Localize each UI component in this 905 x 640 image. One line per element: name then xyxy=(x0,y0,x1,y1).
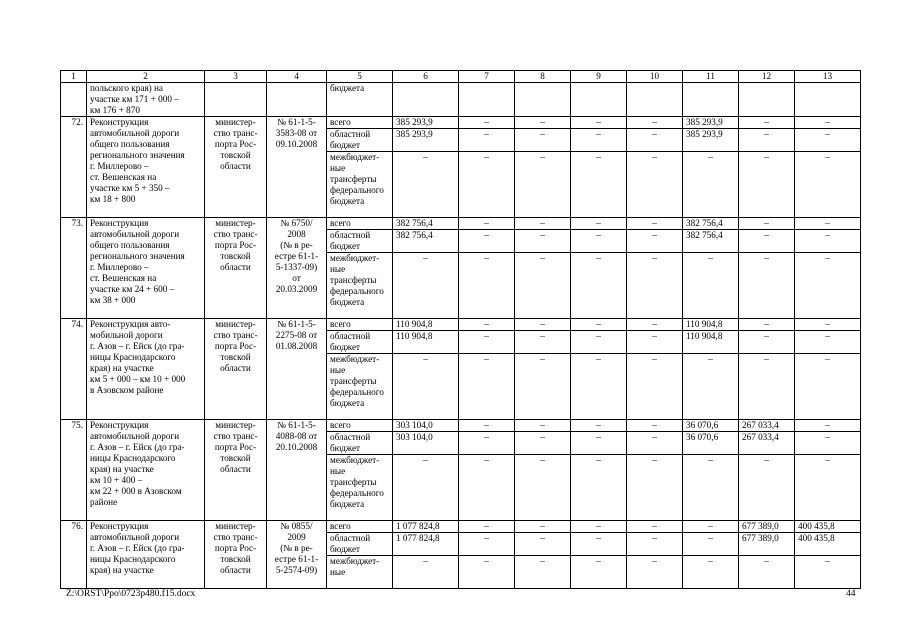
value-cell xyxy=(739,83,795,117)
value-cell: – xyxy=(571,218,627,230)
value-cell: – xyxy=(515,230,571,253)
ministry-cell: министер- ство транс- порта Рос- товской области xyxy=(205,218,267,319)
value-cell: – xyxy=(683,556,739,589)
value-cell: – xyxy=(795,117,861,129)
value-cell: 385 293,9 xyxy=(683,117,739,129)
value-cell: – xyxy=(627,455,683,521)
value-cell: – xyxy=(393,455,459,521)
value-cell: 400 435,8 xyxy=(795,521,861,533)
funding-source: межбюджет- ные трансферты федерального бюджета xyxy=(327,152,393,218)
object-name: Реконструкция автомобильной дороги г. Азов – г. Ейск (до гра- ницы Краснодарского края) на участке xyxy=(87,521,205,589)
value-cell: – xyxy=(393,556,459,589)
document-cell: № 6750/ 2008 (№ в ре- естре 61-1- 5-1337-09) от 20.03.2009 xyxy=(267,218,327,319)
value-cell: – xyxy=(571,521,627,533)
value-cell xyxy=(683,83,739,117)
value-cell: 677 389,0 xyxy=(739,521,795,533)
value-cell: – xyxy=(571,354,627,420)
value-cell: – xyxy=(515,253,571,319)
value-cell: 110 904,8 xyxy=(683,319,739,331)
table-row xyxy=(61,420,861,432)
value-cell: – xyxy=(571,556,627,589)
value-cell: – xyxy=(683,253,739,319)
value-cell: – xyxy=(627,420,683,432)
value-cell: – xyxy=(459,218,515,230)
funding-source: всего xyxy=(327,218,393,230)
value-cell: – xyxy=(795,230,861,253)
row-number: 75. xyxy=(61,420,87,521)
funding-source: всего xyxy=(327,420,393,432)
value-cell: 400 435,8 xyxy=(795,533,861,556)
table-row xyxy=(61,218,861,230)
value-cell: – xyxy=(515,117,571,129)
value-cell: – xyxy=(795,556,861,589)
value-cell: – xyxy=(627,533,683,556)
value-cell: – xyxy=(739,117,795,129)
value-cell: – xyxy=(627,331,683,354)
value-cell xyxy=(515,83,571,117)
ministry-cell: министер- ство транс- порта Рос- товской области xyxy=(205,521,267,589)
value-cell: – xyxy=(515,533,571,556)
value-cell: 303 104,0 xyxy=(393,432,459,455)
ministry-cell xyxy=(205,83,267,117)
value-cell: – xyxy=(795,218,861,230)
funding-source: областной бюджет xyxy=(327,331,393,354)
document-cell: № 61-1-5- 4088-08 от 20.10.2008 xyxy=(267,420,327,521)
value-cell: – xyxy=(571,230,627,253)
value-cell: – xyxy=(459,331,515,354)
value-cell xyxy=(627,83,683,117)
value-cell xyxy=(795,83,861,117)
value-cell: 1 077 824,8 xyxy=(393,521,459,533)
value-cell: – xyxy=(739,253,795,319)
value-cell: 303 104,0 xyxy=(393,420,459,432)
ministry-cell: министер- ство транс- порта Рос- товской области xyxy=(205,319,267,420)
funding-source: межбюджет- ные трансферты федерального бюджета xyxy=(327,354,393,420)
file-path-footer: Z:\ORST\Ppo\0723p480.f15.docx xyxy=(66,589,196,599)
value-cell xyxy=(459,83,515,117)
value-cell: – xyxy=(515,521,571,533)
value-cell: – xyxy=(739,455,795,521)
value-cell: – xyxy=(627,432,683,455)
column-number-row xyxy=(61,71,861,83)
value-cell: – xyxy=(683,354,739,420)
row-number: 72. xyxy=(61,117,87,218)
page-number: 44 xyxy=(846,589,856,599)
value-cell: – xyxy=(515,129,571,152)
value-cell: – xyxy=(627,230,683,253)
value-cell: – xyxy=(739,354,795,420)
value-cell: 382 756,4 xyxy=(393,230,459,253)
ministry-cell: министер- ство транс- порта Рос- товской области xyxy=(205,420,267,521)
value-cell: – xyxy=(459,319,515,331)
column-number: 2 xyxy=(87,71,205,83)
value-cell: 1 077 824,8 xyxy=(393,533,459,556)
document-cell: № 61-1-5- 2275-08 от 01.08.2008 xyxy=(267,319,327,420)
funding-source: всего xyxy=(327,117,393,129)
funding-source: межбюджет- ные трансферты федерального бюджета xyxy=(327,253,393,319)
value-cell: – xyxy=(459,152,515,218)
document-cell: № 0855/ 2009 (№ в ре- естре 61-1- 5-2574-09) xyxy=(267,521,327,589)
value-cell: – xyxy=(459,432,515,455)
column-number: 6 xyxy=(393,71,459,83)
value-cell: 382 756,4 xyxy=(393,218,459,230)
value-cell: – xyxy=(459,230,515,253)
value-cell: – xyxy=(627,117,683,129)
funding-source: областной бюджет xyxy=(327,533,393,556)
column-number: 9 xyxy=(571,71,627,83)
value-cell: – xyxy=(459,455,515,521)
value-cell: – xyxy=(515,420,571,432)
value-cell: – xyxy=(571,432,627,455)
value-cell: – xyxy=(393,354,459,420)
value-cell: 36 070,6 xyxy=(683,432,739,455)
value-cell: – xyxy=(627,253,683,319)
value-cell: – xyxy=(683,521,739,533)
object-name: Реконструкция автомобильной дороги общего пользования регионального значения г. Миллерово – ст. Вешенская на участке км 24 + 600 – км 38 + 000 xyxy=(87,218,205,319)
value-cell: – xyxy=(571,253,627,319)
object-name: Реконструкция авто- мобильной дороги г. Азов – г. Ейск (до гра- ницы Краснодарского края) на участке км 5 + 000 – км 10 + 000 в Азовском районе xyxy=(87,319,205,420)
value-cell: – xyxy=(795,354,861,420)
value-cell: 110 904,8 xyxy=(683,331,739,354)
value-cell: – xyxy=(627,354,683,420)
funding-source: областной бюджет xyxy=(327,432,393,455)
funding-source: областной бюджет xyxy=(327,230,393,253)
row-number xyxy=(61,83,87,117)
column-number: 8 xyxy=(515,71,571,83)
funding-source: бюджета xyxy=(327,83,393,117)
value-cell: – xyxy=(459,354,515,420)
value-cell: – xyxy=(515,218,571,230)
value-cell: – xyxy=(393,253,459,319)
value-cell: 677 389,0 xyxy=(739,533,795,556)
value-cell xyxy=(393,83,459,117)
value-cell: – xyxy=(515,319,571,331)
value-cell: – xyxy=(459,521,515,533)
continuation-row xyxy=(61,83,861,117)
value-cell: – xyxy=(571,117,627,129)
value-cell: – xyxy=(739,556,795,589)
value-cell: – xyxy=(515,331,571,354)
column-number: 3 xyxy=(205,71,267,83)
column-number: 11 xyxy=(683,71,739,83)
value-cell: – xyxy=(795,455,861,521)
row-number: 74. xyxy=(61,319,87,420)
value-cell: – xyxy=(683,152,739,218)
value-cell: – xyxy=(515,455,571,521)
value-cell: – xyxy=(571,533,627,556)
value-cell: – xyxy=(627,129,683,152)
value-cell: – xyxy=(571,455,627,521)
value-cell: – xyxy=(683,455,739,521)
table-row xyxy=(61,319,861,331)
value-cell: 385 293,9 xyxy=(393,117,459,129)
object-name: польского края) на участке км 171 + 000 – км 176 + 870 xyxy=(87,83,205,117)
value-cell: – xyxy=(627,319,683,331)
value-cell: 110 904,8 xyxy=(393,319,459,331)
value-cell: 385 293,9 xyxy=(683,129,739,152)
value-cell xyxy=(571,83,627,117)
value-cell: – xyxy=(627,556,683,589)
funding-source: областной бюджет xyxy=(327,129,393,152)
value-cell: – xyxy=(515,556,571,589)
budget-table xyxy=(60,70,861,589)
document-cell: № 61-1-5- 3583-08 от 09.10.2008 xyxy=(267,117,327,218)
value-cell: – xyxy=(515,152,571,218)
funding-source: межбюджет- ные трансферты федерального бюджета xyxy=(327,455,393,521)
row-number: 76. xyxy=(61,521,87,589)
value-cell: 110 904,8 xyxy=(393,331,459,354)
value-cell: 382 756,4 xyxy=(683,218,739,230)
value-cell: 385 293,9 xyxy=(393,129,459,152)
value-cell: – xyxy=(459,420,515,432)
value-cell: – xyxy=(393,152,459,218)
table-row xyxy=(61,117,861,129)
value-cell: – xyxy=(795,319,861,331)
value-cell: – xyxy=(515,432,571,455)
ministry-cell: министер- ство транс- порта Рос- товской области xyxy=(205,117,267,218)
value-cell: – xyxy=(627,218,683,230)
value-cell: – xyxy=(795,129,861,152)
value-cell: – xyxy=(459,253,515,319)
column-number: 7 xyxy=(459,71,515,83)
object-name: Реконструкция автомобильной дороги г. Азов – г. Ейск (до гра- ницы Краснодарского края) на участке км 10 + 400 – км 22 + 000 в Азовском районе xyxy=(87,420,205,521)
value-cell: 36 070,6 xyxy=(683,420,739,432)
value-cell: – xyxy=(459,556,515,589)
value-cell: – xyxy=(739,319,795,331)
value-cell: – xyxy=(739,152,795,218)
column-number: 10 xyxy=(627,71,683,83)
value-cell: – xyxy=(459,129,515,152)
value-cell: – xyxy=(627,152,683,218)
funding-source: межбюджет- ные xyxy=(327,556,393,589)
value-cell: – xyxy=(795,152,861,218)
value-cell: – xyxy=(739,331,795,354)
value-cell: – xyxy=(571,152,627,218)
object-name: Реконструкция автомобильной дороги общего пользования регионального значения г. Миллерово – ст. Вешенская на участке км 5 + 350 – км 18 + 800 xyxy=(87,117,205,218)
value-cell: – xyxy=(459,117,515,129)
value-cell: – xyxy=(571,331,627,354)
value-cell: – xyxy=(739,230,795,253)
column-number: 5 xyxy=(327,71,393,83)
value-cell: – xyxy=(739,218,795,230)
table-row xyxy=(61,521,861,533)
funding-source: всего xyxy=(327,319,393,331)
value-cell: – xyxy=(571,319,627,331)
value-cell: 267 033,4 xyxy=(739,420,795,432)
value-cell: 267 033,4 xyxy=(739,432,795,455)
column-number: 4 xyxy=(267,71,327,83)
value-cell: – xyxy=(683,533,739,556)
column-number: 13 xyxy=(795,71,861,83)
value-cell: – xyxy=(627,521,683,533)
value-cell: – xyxy=(795,253,861,319)
value-cell: – xyxy=(795,331,861,354)
value-cell: 382 756,4 xyxy=(683,230,739,253)
column-number: 12 xyxy=(739,71,795,83)
column-number: 1 xyxy=(61,71,87,83)
document-cell xyxy=(267,83,327,117)
value-cell: – xyxy=(571,129,627,152)
value-cell: – xyxy=(795,420,861,432)
value-cell: – xyxy=(795,432,861,455)
value-cell: – xyxy=(739,129,795,152)
value-cell: – xyxy=(459,533,515,556)
row-number: 73. xyxy=(61,218,87,319)
funding-source: всего xyxy=(327,521,393,533)
value-cell: – xyxy=(515,354,571,420)
value-cell: – xyxy=(571,420,627,432)
